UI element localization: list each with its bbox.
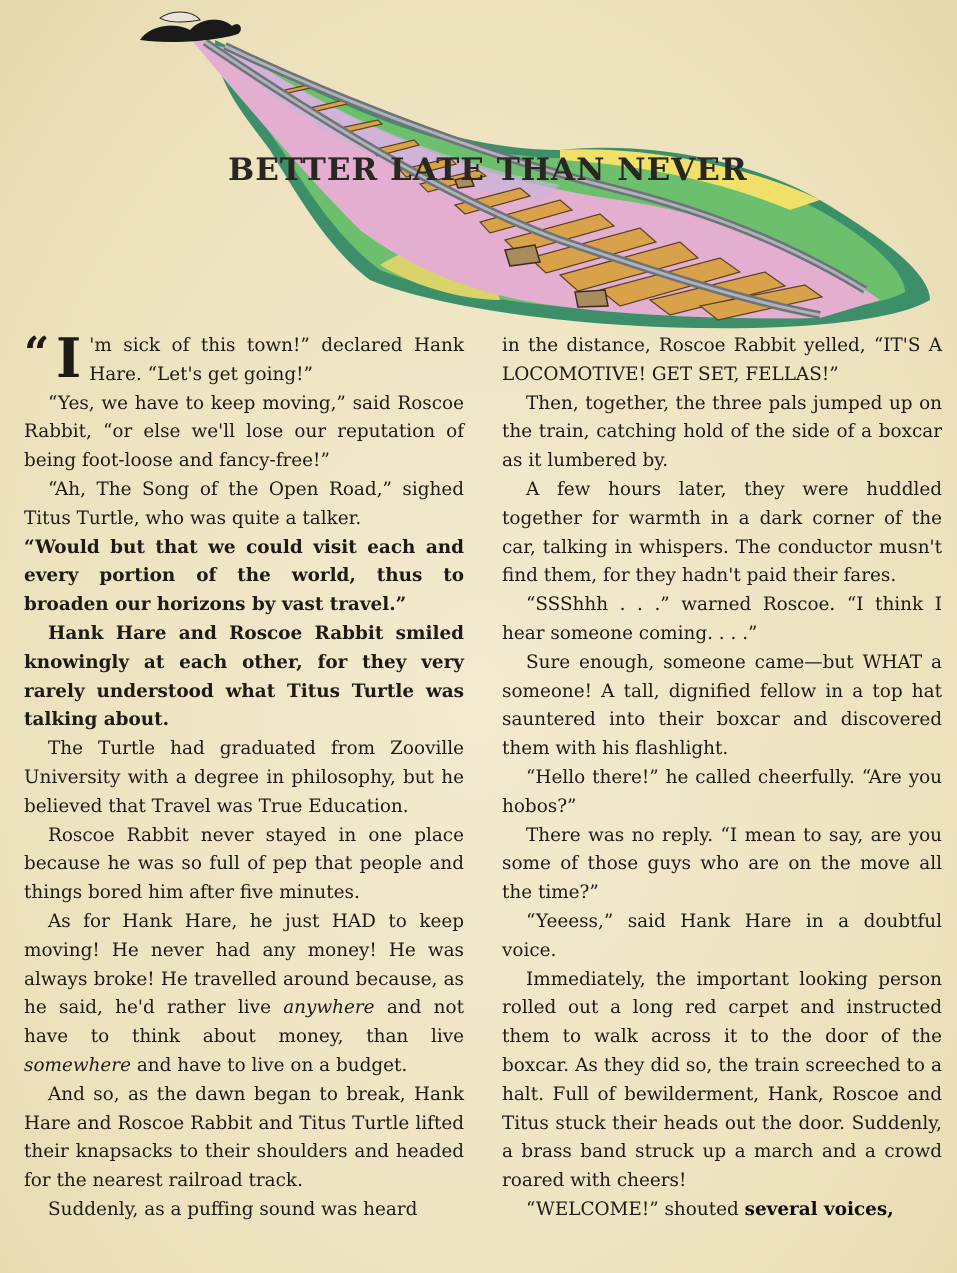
left-column xyxy=(24,326,464,1225)
paragraph: Then, together, the three pals jumped up on the train, catching hold of the side of a boxcar as it lumbered by. xyxy=(502,392,942,472)
emphasis: somewhere xyxy=(24,1054,131,1076)
paragraph: There was no reply. “I mean to say, are you some of those guys who are on the move all the time?” xyxy=(502,824,942,904)
text-run: and have to live on a budget. xyxy=(130,1054,408,1076)
opening-paragraph xyxy=(24,326,464,390)
paragraph: And so, as the dawn began to break, Hank Hare and Roscoe Rabbit and Titus Turtle lifted their knapsacks to their shoulders and headed for the nearest railroad track. xyxy=(24,1083,464,1192)
text-run: “WELCOME!” shouted xyxy=(526,1198,745,1220)
story-title: BETTER LATE THAN NEVER xyxy=(228,152,748,188)
paragraph xyxy=(24,908,464,1081)
opening-quote: “ xyxy=(24,328,50,379)
smudged-text: several voices, xyxy=(744,1198,894,1220)
paragraph: Immediately, the important looking person rolled out a long red carpet and instructed them to walk across it to the door of the boxcar. As they did so, the train screeched to a halt. Full of bewilderment, Hank, Roscoe and Titus stuck their heads out the door. Suddenly, a brass band struck up a march and a crowd roared with cheers! xyxy=(502,968,942,1192)
right-column xyxy=(502,332,942,1225)
paragraph-text: 'm sick of this town!” declared Hank Hare. “Let's get going!” xyxy=(89,335,464,385)
paragraph: “Would but that we could visit each and every portion of the world, thus to broaden our horizons by vast travel.” xyxy=(24,536,464,616)
paragraph: “Yes, we have to keep moving,” said Roscoe Rabbit, “or else we'll lose our reputation of being foot-loose and fancy-free!” xyxy=(24,392,464,472)
paragraph: in the distance, Roscoe Rabbit yelled, “IT'S A LOCOMOTIVE! GET SET, FELLAS!” xyxy=(502,335,942,385)
paragraph: “Hello there!” he called cheerfully. “Are you hobos?” xyxy=(502,766,942,817)
emphasis: anywhere xyxy=(283,997,375,1019)
drop-cap: I xyxy=(56,326,82,390)
paragraph: “Ah, The Song of the Open Road,” sighed Titus Turtle, who was quite a talker. xyxy=(24,478,464,529)
paragraph: The Turtle had graduated from Zooville University with a degree in philosophy, but he believed that Travel was True Education. xyxy=(24,738,464,817)
paragraph: Sure enough, someone came—but WHAT a someone! A tall, dignified fellow in a top hat sauntered into their boxcar and discovered them with his flashlight. xyxy=(502,651,942,760)
paragraph: Roscoe Rabbit never stayed in one place because he was so full of pep that people and things bored him after five minutes. xyxy=(24,824,464,904)
paragraph: Suddenly, as a puffing sound was heard xyxy=(48,1198,418,1220)
paragraph: A few hours later, they were huddled together for warmth in a dark corner of the car, talking in whispers. The conductor musn't find them, for they hadn't paid their fares. xyxy=(502,478,942,587)
paragraph: “Yeeess,” said Hank Hare in a doubtful voice. xyxy=(502,910,942,961)
text-run: and not have to think about money, than live xyxy=(24,997,464,1048)
text-run: As for Hank Hare, he just HAD to keep moving! He never had any money! He was always broke! He travelled around because, as he said, he'd rather live xyxy=(24,910,464,1019)
paragraph: Hank Hare and Roscoe Rabbit smiled knowingly at each other, for they very rarely understood what Titus Turtle was talking about. xyxy=(24,622,464,731)
paragraph xyxy=(502,1196,942,1225)
paragraph: “SSShhh . . .” warned Roscoe. “I think I hear someone coming. . . .” xyxy=(502,594,942,644)
